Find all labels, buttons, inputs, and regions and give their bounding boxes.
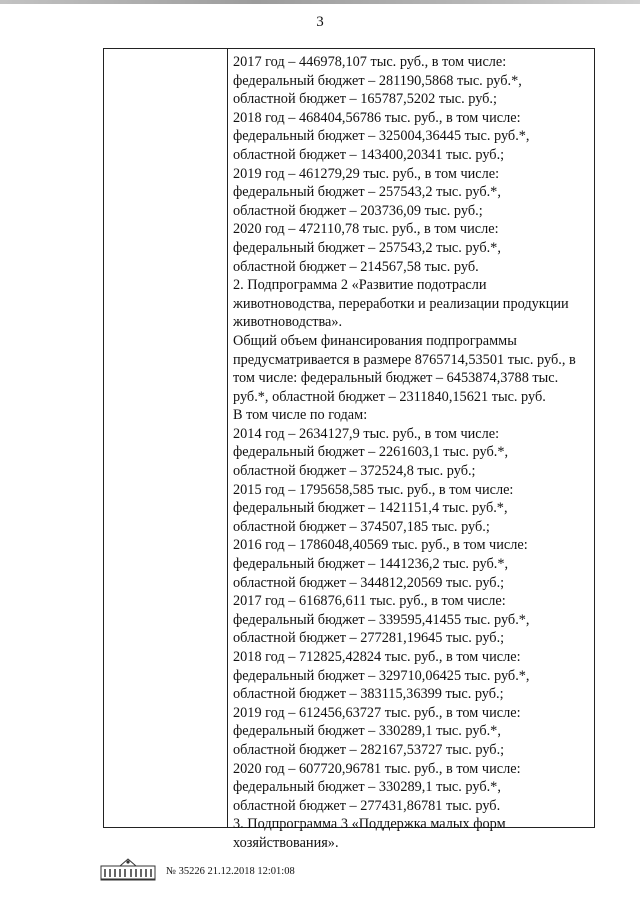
text-line: областной бюджет – 143400,20341 тыс. руб.; (233, 146, 505, 163)
text-line: 2020 год – 607720,96781 тыс. руб., в том числе: (233, 760, 521, 777)
text-line: В том числе по годам: (233, 407, 368, 424)
text-line: федеральный бюджет – 329710,06425 тыс. руб.*, (233, 667, 530, 684)
text-line: Общий объем финансирования подпрограммы (233, 332, 517, 349)
text-line: областной бюджет – 165787,5202 тыс. руб.; (233, 91, 497, 108)
text-line: федеральный бюджет – 257543,2 тыс. руб.*, (233, 239, 501, 256)
text-line: 2019 год – 461279,29 тыс. руб., в том числе: (233, 165, 500, 182)
text-line: 2020 год – 472110,78 тыс. руб., в том числе: (233, 221, 499, 238)
text-line: областной бюджет – 214567,58 тыс. руб. (233, 258, 479, 275)
column-divider (227, 49, 228, 827)
registration-number: № 35226 21.12.2018 12:01:08 (166, 866, 295, 877)
text-line: федеральный бюджет – 330289,1 тыс. руб.*, (233, 779, 501, 796)
table-right-cell (233, 53, 591, 853)
text-line: федеральный бюджет – 1441236,2 тыс. руб.*, (233, 556, 509, 573)
text-line: хозяйствования». (233, 834, 339, 851)
text-line: 3. Подпрограмма 3 «Поддержка малых форм (233, 816, 506, 833)
scan-edge (0, 0, 640, 4)
text-line: предусматривается в размере 8765714,53501 тыс. руб., в (233, 351, 576, 368)
text-line: том числе: федеральный бюджет – 6453874,3788 тыс. (233, 370, 559, 387)
text-line: федеральный бюджет – 339595,41455 тыс. руб.*, (233, 611, 530, 628)
text-line: федеральный бюджет – 1421151,4 тыс. руб.*, (233, 500, 508, 517)
text-line: 2014 год – 2634127,9 тыс. руб., в том числе: (233, 425, 500, 442)
building-stamp-icon (100, 856, 156, 882)
document-table (103, 48, 595, 851)
text-line: 2015 год – 1795658,585 тыс. руб., в том числе: (233, 481, 514, 498)
text-line: 2017 год – 446978,107 тыс. руб., в том числе: (233, 54, 507, 70)
text-line: федеральный бюджет – 330289,1 тыс. руб.*, (233, 723, 501, 740)
text-line: областной бюджет – 372524,8 тыс. руб.; (233, 463, 476, 480)
text-line: федеральный бюджет – 281190,5868 тыс. руб.*, (233, 72, 522, 89)
text-line: областной бюджет – 282167,53727 тыс. руб.; (233, 741, 505, 758)
text-line: областной бюджет – 344812,20569 тыс. руб.; (233, 574, 505, 591)
text-line: областной бюджет – 277281,19645 тыс. руб.; (233, 630, 505, 647)
text-line: 2018 год – 468404,56786 тыс. руб., в том числе: (233, 109, 521, 126)
text-line: федеральный бюджет – 325004,36445 тыс. руб.*, (233, 128, 530, 145)
text-line: 2017 год – 616876,611 тыс. руб., в том числе: (233, 593, 506, 610)
table-left-cell (104, 49, 227, 827)
text-line: областной бюджет – 203736,09 тыс. руб.; (233, 202, 483, 219)
text-line: 2. Подпрограмма 2 «Развитие подотрасли (233, 277, 487, 294)
text-line: животноводства, переработки и реализации продукции (233, 295, 569, 312)
text-line: 2018 год – 712825,42824 тыс. руб., в том числе: (233, 649, 521, 665)
text-line: областной бюджет – 374507,185 тыс. руб.; (233, 518, 490, 535)
text-line: областной бюджет – 383115,36399 тыс. руб.; (233, 686, 504, 703)
text-line: федеральный бюджет – 2261603,1 тыс. руб.*, (233, 444, 509, 461)
text-line: руб.*, областной бюджет – 2311840,15621 тыс. руб. (233, 388, 546, 405)
registration-stamp (100, 856, 400, 886)
text-line: 2019 год – 612456,63727 тыс. руб., в том числе: (233, 704, 521, 721)
text-line: 2016 год – 1786048,40569 тыс. руб., в том числе: (233, 537, 528, 554)
page-number: 3 (316, 14, 324, 30)
text-line: федеральный бюджет – 257543,2 тыс. руб.*, (233, 184, 501, 201)
text-line: областной бюджет – 277431,86781 тыс. руб. (233, 797, 501, 814)
text-line: животноводства». (233, 314, 343, 331)
